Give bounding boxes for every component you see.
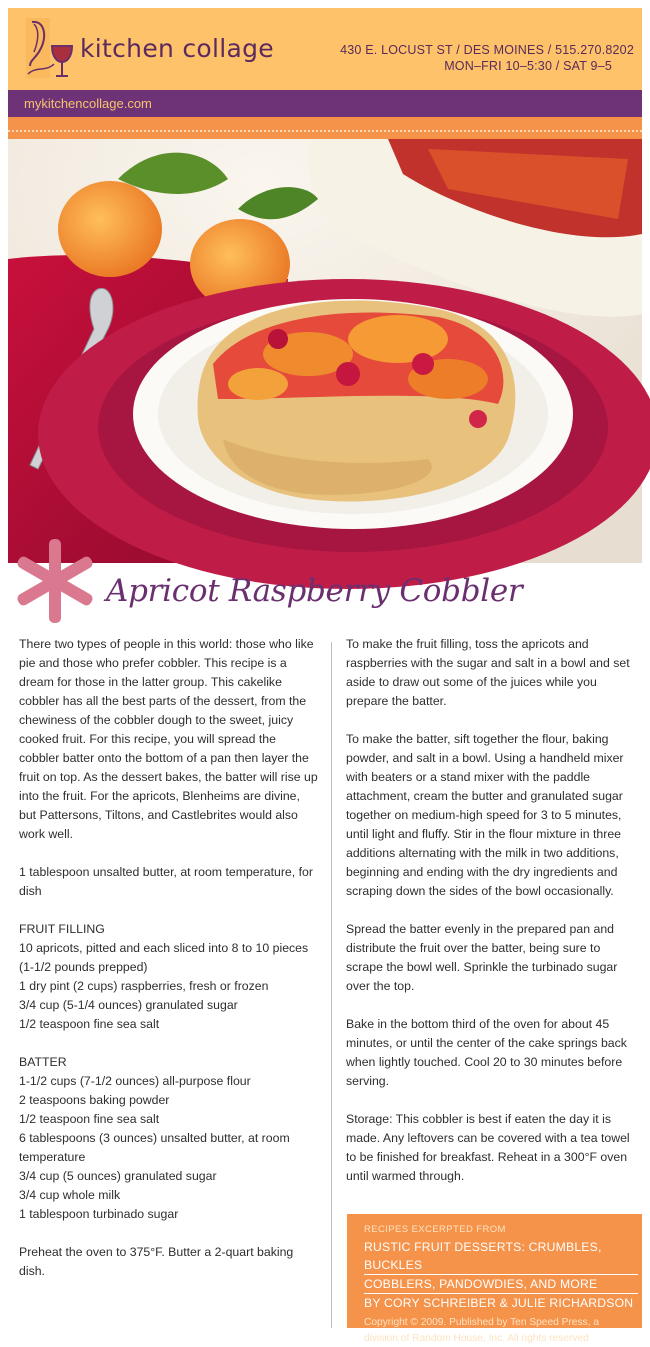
recipe-intro: There two types of people in this world: those who like pie and those who prefer cobbler. This recipe is a dream for those in the latter group. This cakelike cobbler has all the best parts of the dessert, from the chewiness of the cobbler dough to the sweet, juicy cooked fruit. For this recipe, you will spread the cobbler batter onto the bottom of a pan then layer the fruit on top. As the dessert bakes, the batter will rise up into the fruit. For the apricots, Blenheims are divine, but Pattersons, Tiltons, and Castlebrites would also work well. bbox=[19, 637, 318, 841]
book-title bbox=[364, 1238, 642, 1294]
ingredient-item: 3/4 cup (5-1/4 ounces) granulated sugar bbox=[19, 998, 238, 1012]
book-title-line: COBBLERS, PANDOWDIES, AND MORE bbox=[364, 1275, 638, 1294]
ingredient-item: 10 apricots, pitted and each sliced into 8 to 10 pieces (1-1/2 pounds prepped) bbox=[19, 941, 309, 974]
preheat-step: Preheat the oven to 375°F. Butter a 2-quart baking dish. bbox=[19, 1245, 294, 1278]
ingredient-item: 1 dry pint (2 cups) raspberries, fresh or frozen bbox=[19, 979, 269, 993]
left-column bbox=[19, 635, 319, 1281]
orange-band bbox=[8, 117, 642, 139]
ingredient-item: 1/2 teaspoon fine sea salt bbox=[19, 1112, 160, 1126]
book-authors: BY CORY SCHREIBER & JULIE RICHARDSON bbox=[364, 1296, 634, 1310]
ingredient-item: 3/4 cup (5 ounces) granulated sugar bbox=[19, 1169, 217, 1183]
dotted-divider bbox=[8, 130, 642, 132]
address-line: 430 E. LOCUST ST / DES MOINES / 515.270.8202 bbox=[340, 43, 634, 57]
store-hours: MON–FRI 10–5:30 / SAT 9–5 bbox=[444, 59, 612, 73]
batter-heading: BATTER bbox=[19, 1055, 67, 1069]
ingredient-item: 6 tablespoons (3 ounces) unsalted butter, at room temperature bbox=[19, 1131, 290, 1164]
copyright-line: Copyright © 2009. Published by Ten Speed Press, a bbox=[364, 1317, 599, 1328]
website-bar bbox=[8, 90, 642, 117]
ingredient-item: 3/4 cup whole milk bbox=[19, 1188, 121, 1202]
ingredient-item: 1/2 teaspoon fine sea salt bbox=[19, 1017, 160, 1031]
storage-note: Storage: This cobbler is best if eaten the day it is made. Any leftovers can be covered with a tea towel to be finished for breakfast. Reheat in a 300°F oven until warmed through. bbox=[346, 1112, 630, 1183]
recipe-title: Apricot Raspberry Cobbler bbox=[106, 573, 523, 609]
method-step: Spread the batter evenly in the prepared pan and distribute the fruit over the batter, being sure to scrape the bowl well. Sprinkle the turbinado sugar over the top. bbox=[346, 922, 618, 993]
fruit-filling-heading: FRUIT FILLING bbox=[19, 922, 105, 936]
brand-name: kitchen collage bbox=[80, 34, 274, 63]
ingredient-item: 1-1/2 cups (7-1/2 ounces) all-purpose flour bbox=[19, 1074, 251, 1088]
ingredient-item: 2 teaspoons baking powder bbox=[19, 1093, 170, 1107]
store-address bbox=[340, 42, 634, 74]
whisk-logo-icon bbox=[26, 16, 66, 84]
method-step: To make the batter, sift together the flour, baking powder, and salt in a bowl. Using a handheld mixer with beaters or a stand mixer with the paddle attachment, cream the butter and granulated sugar together on medium-high speed for 3 to 5 minutes, until light and fluffy. Stir in the flour mixture in three additions alternating with the milk in two additions, beginning and ending with the dry ingredients and scraping down the sides of the bowl occasionally. bbox=[346, 732, 624, 898]
book-title-line: RUSTIC FRUIT DESSERTS: CRUMBLES, BUCKLES bbox=[364, 1238, 638, 1275]
right-column bbox=[346, 635, 636, 1205]
recipe-card bbox=[8, 8, 642, 1344]
column-divider bbox=[331, 642, 332, 1328]
website-link[interactable]: mykitchencollage.com bbox=[24, 96, 152, 111]
asterisk-icon bbox=[10, 536, 100, 626]
ingredient-item: 1 tablespoon turbinado sugar bbox=[19, 1207, 179, 1221]
copyright-notice bbox=[364, 1315, 642, 1347]
dish-prep-line: 1 tablespoon unsalted butter, at room temperature, for dish bbox=[19, 865, 313, 898]
method-step: To make the fruit filling, toss the apricots and raspberries with the sugar and salt in a bowl and set aside to draw out some of the juices while you prepare the batter. bbox=[346, 637, 630, 708]
method-step: Bake in the bottom third of the oven for about 45 minutes, or until the center of the cake springs back when lightly touched. Cool 20 to 30 minutes before serving. bbox=[346, 1017, 627, 1088]
copyright-line: division of Random House, Inc. All rights reserved bbox=[364, 1333, 589, 1344]
cobbler-photo bbox=[8, 139, 642, 563]
credit-kicker: RECIPES EXCERPTED FROM bbox=[364, 1224, 506, 1235]
store-header bbox=[8, 8, 642, 90]
book-credit-box bbox=[347, 1214, 642, 1344]
